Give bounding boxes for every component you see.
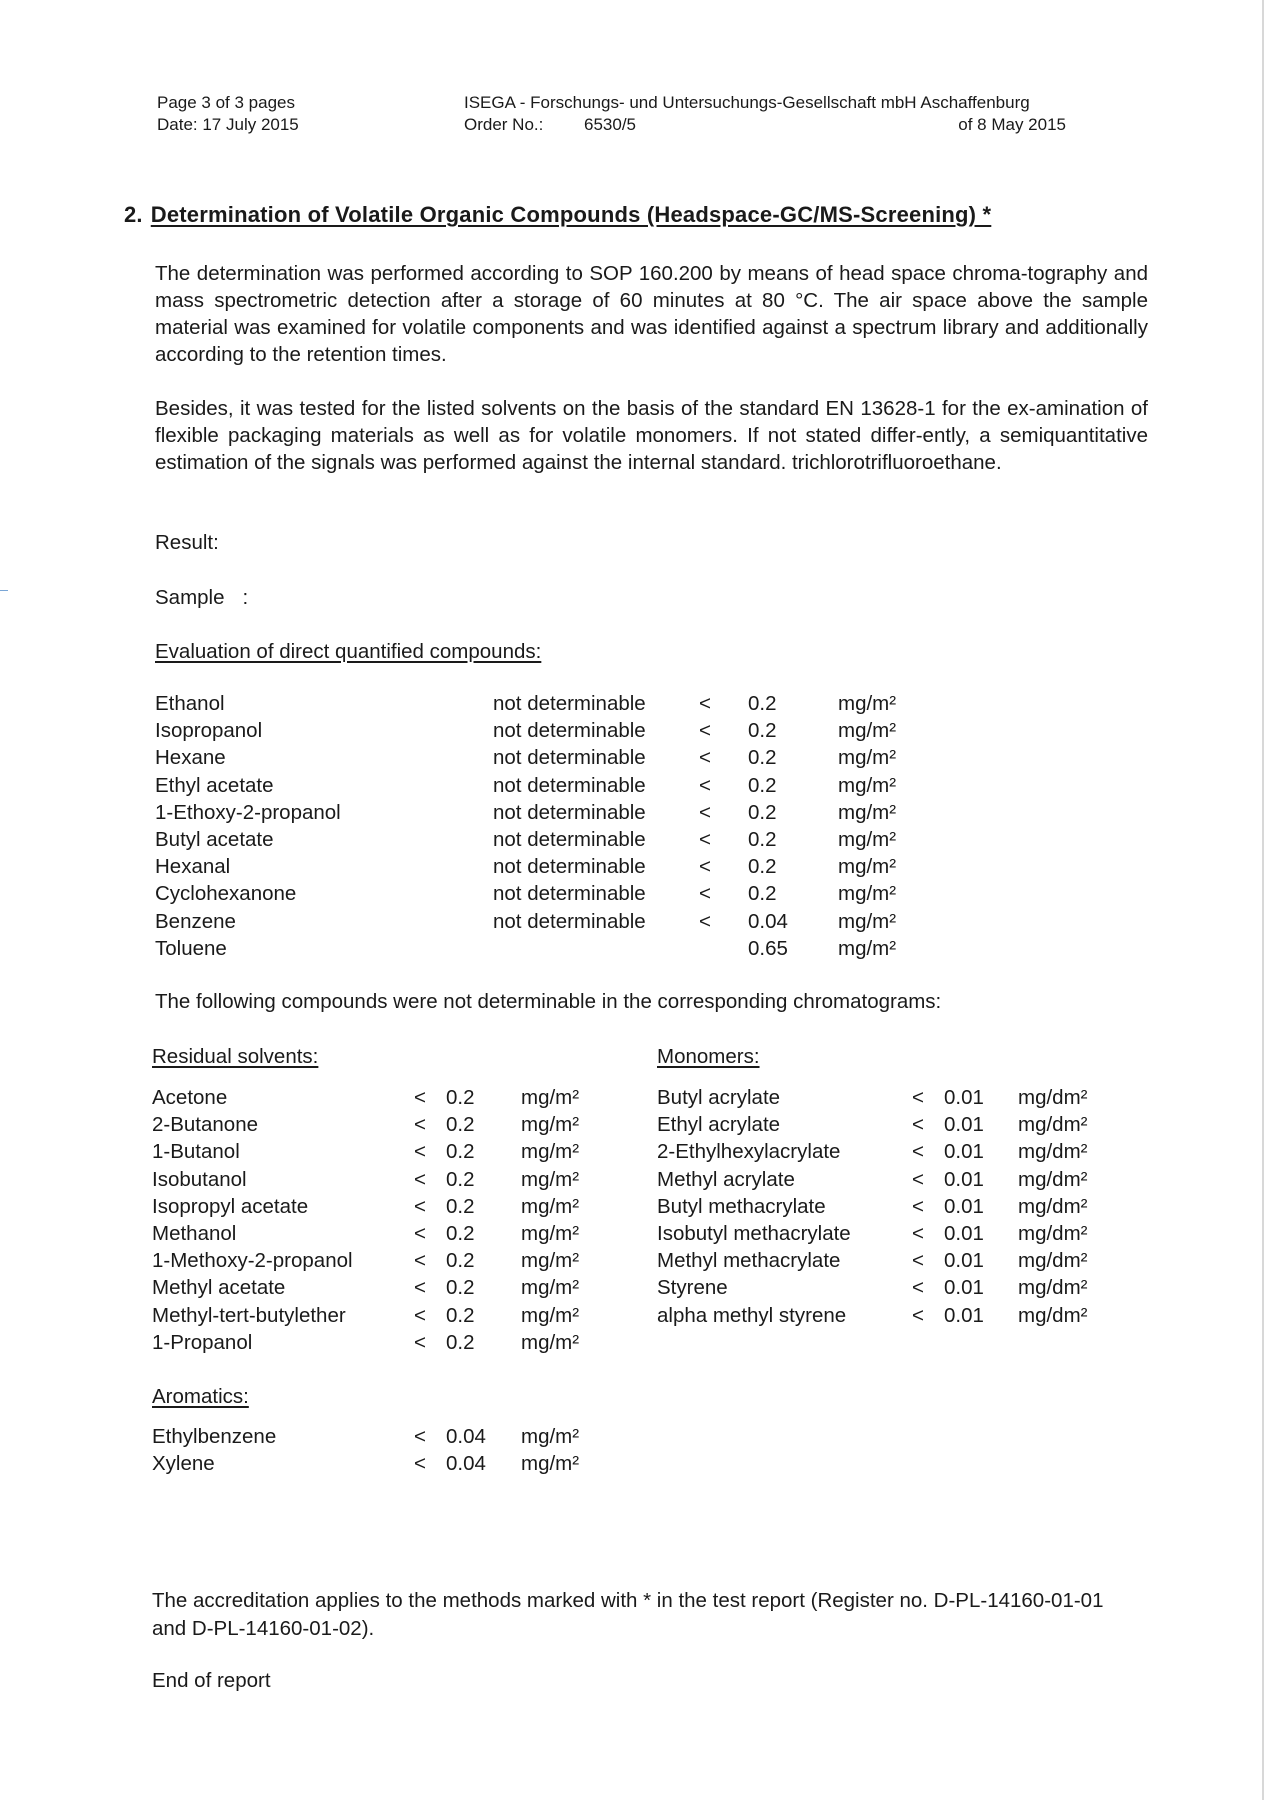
compound-unit: mg/m² <box>521 1086 580 1109</box>
sample-label <box>155 584 248 611</box>
compound-name: Isopropanol <box>155 719 263 743</box>
compound-unit: mg/m² <box>521 1140 580 1164</box>
compound-operator: < <box>414 1276 426 1300</box>
compound-value: 0.2 <box>446 1194 475 1218</box>
compound-value: 0.2 <box>446 1249 475 1273</box>
compound-name: Butyl methacrylate <box>657 1194 826 1218</box>
compound-unit: mg/dm² <box>1018 1303 1088 1327</box>
following-text: The following compounds were not determinable in the corresponding chromatograms: <box>155 990 942 1013</box>
compound-unit: mg/m² <box>521 1330 580 1354</box>
compound-name: Ethyl acrylate <box>657 1113 781 1137</box>
compound-operator: < <box>912 1140 924 1164</box>
margin-mark <box>0 590 8 591</box>
compound-operator: < <box>699 692 711 715</box>
compound-value: 0.2 <box>446 1303 475 1327</box>
page-count: Page 3 of 3 pages <box>157 93 296 112</box>
compound-name: Methyl methacrylate <box>657 1249 841 1273</box>
compound-name: Xylene <box>152 1452 215 1476</box>
compound-value: 0.04 <box>446 1425 486 1448</box>
compound-operator: < <box>912 1303 924 1327</box>
compound-name: alpha methyl styrene <box>657 1303 847 1327</box>
compound-unit: mg/m² <box>838 692 897 715</box>
compound-name: Isobutyl methacrylate <box>657 1221 851 1245</box>
compound-operator: < <box>699 827 711 851</box>
compound-unit: mg/m² <box>521 1221 580 1245</box>
method-paragraph: The determination was performed according to SOP 160.200 by means of head space chroma-tography and mass spectrometric detection after a storage of 60 minutes at 80 °C. The air space above the sample material was examined for volatile components and was identified against a spectrum library and additionally according to the retention times. <box>155 262 1148 366</box>
compound-unit: mg/m² <box>838 909 897 933</box>
compound-unit: mg/m² <box>521 1276 580 1300</box>
compound-unit: mg/m² <box>838 882 897 906</box>
compound-unit: mg/m² <box>521 1452 580 1476</box>
compound-name: Benzene <box>155 909 236 933</box>
compound-unit: mg/dm² <box>1018 1167 1088 1191</box>
compound-name: Ethylbenzene <box>152 1425 277 1448</box>
compound-operator: < <box>414 1452 426 1476</box>
compound-name: 1-Methoxy-2-propanol <box>152 1249 353 1273</box>
compound-unit: mg/dm² <box>1018 1249 1088 1273</box>
compound-name: Hexanal <box>155 855 231 879</box>
compound-value: 0.01 <box>944 1113 984 1137</box>
compound-name: Toluene <box>155 936 227 960</box>
compound-value: 0.2 <box>446 1086 475 1109</box>
compound-operator: < <box>414 1425 426 1448</box>
compound-operator: < <box>699 800 711 824</box>
compound-name: Hexane <box>155 746 226 770</box>
compound-operator: < <box>912 1113 924 1137</box>
compound-name: Methyl acrylate <box>657 1167 795 1191</box>
compound-unit: mg/m² <box>521 1113 580 1137</box>
result-label: Result: <box>155 531 219 554</box>
compound-name: Ethanol <box>155 692 225 715</box>
order-date: of 8 May 2015 <box>958 115 1066 134</box>
compound-name: 2-Butanone <box>152 1113 259 1137</box>
compound-value: 0.04 <box>446 1452 486 1476</box>
compound-name: Acetone <box>152 1086 228 1109</box>
compound-value: 0.2 <box>446 1330 475 1354</box>
header-left <box>157 92 299 136</box>
compound-value: 0.65 <box>748 936 788 960</box>
compound-unit: mg/m² <box>838 827 897 851</box>
compound-value: 0.01 <box>944 1194 984 1218</box>
compound-operator: < <box>912 1221 924 1245</box>
compound-unit: mg/m² <box>521 1167 580 1191</box>
compound-name: 1-Ethoxy-2-propanol <box>155 800 341 824</box>
compound-value: 0.2 <box>748 692 777 715</box>
compound-operator: < <box>699 773 711 797</box>
compound-name: Styrene <box>657 1276 728 1300</box>
compound-operator: < <box>699 855 711 879</box>
order-label: Order No.: <box>464 115 544 134</box>
compound-operator: < <box>912 1086 924 1109</box>
compound-status: not determinable <box>493 827 646 851</box>
compound-status: not determinable <box>493 909 646 933</box>
compound-name: Methanol <box>152 1221 237 1245</box>
compound-operator: < <box>699 909 711 933</box>
monomers-heading: Monomers: <box>657 1045 760 1068</box>
sample-colon: : <box>242 586 249 609</box>
compound-name: Butyl acetate <box>155 827 274 851</box>
compound-unit: mg/dm² <box>1018 1221 1088 1245</box>
sample-text: Sample <box>155 586 225 609</box>
aromatics-heading: Aromatics: <box>152 1385 249 1408</box>
section-heading <box>124 202 991 228</box>
compound-operator: < <box>414 1221 426 1245</box>
compound-status: not determinable <box>493 855 646 879</box>
compound-value: 0.2 <box>446 1221 475 1245</box>
compound-unit: mg/dm² <box>1018 1276 1088 1300</box>
compound-status: not determinable <box>493 882 646 906</box>
compound-unit: mg/m² <box>521 1194 580 1218</box>
compound-value: 0.2 <box>748 719 777 743</box>
compound-name: Isopropyl acetate <box>152 1194 309 1218</box>
compound-name: Cyclohexanone <box>155 882 297 906</box>
compound-value: 0.01 <box>944 1167 984 1191</box>
compound-value: 0.2 <box>748 855 777 879</box>
order-row <box>464 114 1104 136</box>
compound-status: not determinable <box>493 719 646 743</box>
compound-unit: mg/dm² <box>1018 1194 1088 1218</box>
compound-value: 0.01 <box>944 1086 984 1109</box>
compound-status: not determinable <box>493 746 646 770</box>
header-right <box>464 92 1104 136</box>
compound-unit: mg/dm² <box>1018 1140 1088 1164</box>
compound-operator: < <box>912 1167 924 1191</box>
compound-value: 0.01 <box>944 1276 984 1300</box>
compound-value: 0.01 <box>944 1221 984 1245</box>
compound-name: Ethyl acetate <box>155 773 274 797</box>
compound-unit: mg/dm² <box>1018 1113 1088 1137</box>
compound-unit: mg/m² <box>521 1425 580 1448</box>
compound-status: not determinable <box>493 692 646 715</box>
compound-name: 1-Butanol <box>152 1140 240 1164</box>
compound-value: 0.04 <box>748 909 788 933</box>
compound-status: not determinable <box>493 773 646 797</box>
scope-paragraph: Besides, it was tested for the listed solvents on the basis of the standard EN 13628-1 for the ex-amination of flexible packaging materials as well as for volatile monomers. If not stated differ-ently, a semiquantitative estimation of the signals was performed against the internal standard. trichlorotrifluoroethane. <box>155 397 1148 474</box>
compound-name: 1-Propanol <box>152 1330 253 1354</box>
compound-operator: < <box>414 1140 426 1164</box>
accreditation-note: The accreditation applies to the methods marked with * in the test report (Register no. D-PL-14160-01-01 and D-PL-14160-01-02). <box>152 1589 1104 1640</box>
compound-value: 0.2 <box>446 1276 475 1300</box>
section-number: 2. <box>124 202 143 227</box>
compound-value: 0.01 <box>944 1140 984 1164</box>
compound-unit: mg/dm² <box>1018 1086 1088 1109</box>
compound-name: Isobutanol <box>152 1167 247 1191</box>
report-date: Date: 17 July 2015 <box>157 115 299 134</box>
compound-operator: < <box>414 1167 426 1191</box>
compound-operator: < <box>414 1330 426 1354</box>
compound-unit: mg/m² <box>838 719 897 743</box>
compound-value: 0.2 <box>446 1167 475 1191</box>
compound-unit: mg/m² <box>838 800 897 824</box>
compound-value: 0.01 <box>944 1249 984 1273</box>
compound-status: not determinable <box>493 800 646 824</box>
compound-value: 0.2 <box>748 827 777 851</box>
compound-value: 0.2 <box>748 773 777 797</box>
compound-value: 0.2 <box>748 882 777 906</box>
compound-operator: < <box>912 1276 924 1300</box>
compound-operator: < <box>912 1249 924 1273</box>
compound-operator: < <box>699 719 711 743</box>
compound-unit: mg/m² <box>838 855 897 879</box>
compound-value: 0.01 <box>944 1303 984 1327</box>
compound-unit: mg/m² <box>838 936 897 960</box>
residual-solvents-heading: Residual solvents: <box>152 1045 319 1068</box>
compound-operator: < <box>414 1086 426 1109</box>
end-of-report: End of report <box>152 1669 271 1692</box>
compound-operator: < <box>414 1113 426 1137</box>
compound-operator: < <box>414 1303 426 1327</box>
compound-operator: < <box>414 1249 426 1273</box>
compound-operator: < <box>414 1194 426 1218</box>
company-name: ISEGA - Forschungs- und Untersuchungs-Gesellschaft mbH Aschaffenburg <box>464 93 1030 112</box>
compound-unit: mg/m² <box>521 1303 580 1327</box>
compound-unit: mg/m² <box>521 1249 580 1273</box>
order-number: 6530/5 <box>584 115 636 134</box>
compound-unit: mg/m² <box>838 746 897 770</box>
compound-name: Methyl-tert-butylether <box>152 1303 346 1327</box>
compound-operator: < <box>699 746 711 770</box>
compound-unit: mg/m² <box>838 773 897 797</box>
compound-value: 0.2 <box>446 1113 475 1137</box>
section-title: Determination of Volatile Organic Compounds (Headspace-GC/MS-Screening) * <box>150 202 992 227</box>
page-edge-line <box>1262 0 1264 1800</box>
compound-value: 0.2 <box>748 800 777 824</box>
compound-name: Butyl acrylate <box>657 1086 781 1109</box>
compound-name: 2-Ethylhexylacrylate <box>657 1140 841 1164</box>
compound-value: 0.2 <box>748 746 777 770</box>
compound-operator: < <box>699 882 711 906</box>
evaluation-heading: Evaluation of direct quantified compounds: <box>155 640 542 663</box>
compound-value: 0.2 <box>446 1140 475 1164</box>
compound-operator: < <box>912 1194 924 1218</box>
compound-name: Methyl acetate <box>152 1276 286 1300</box>
